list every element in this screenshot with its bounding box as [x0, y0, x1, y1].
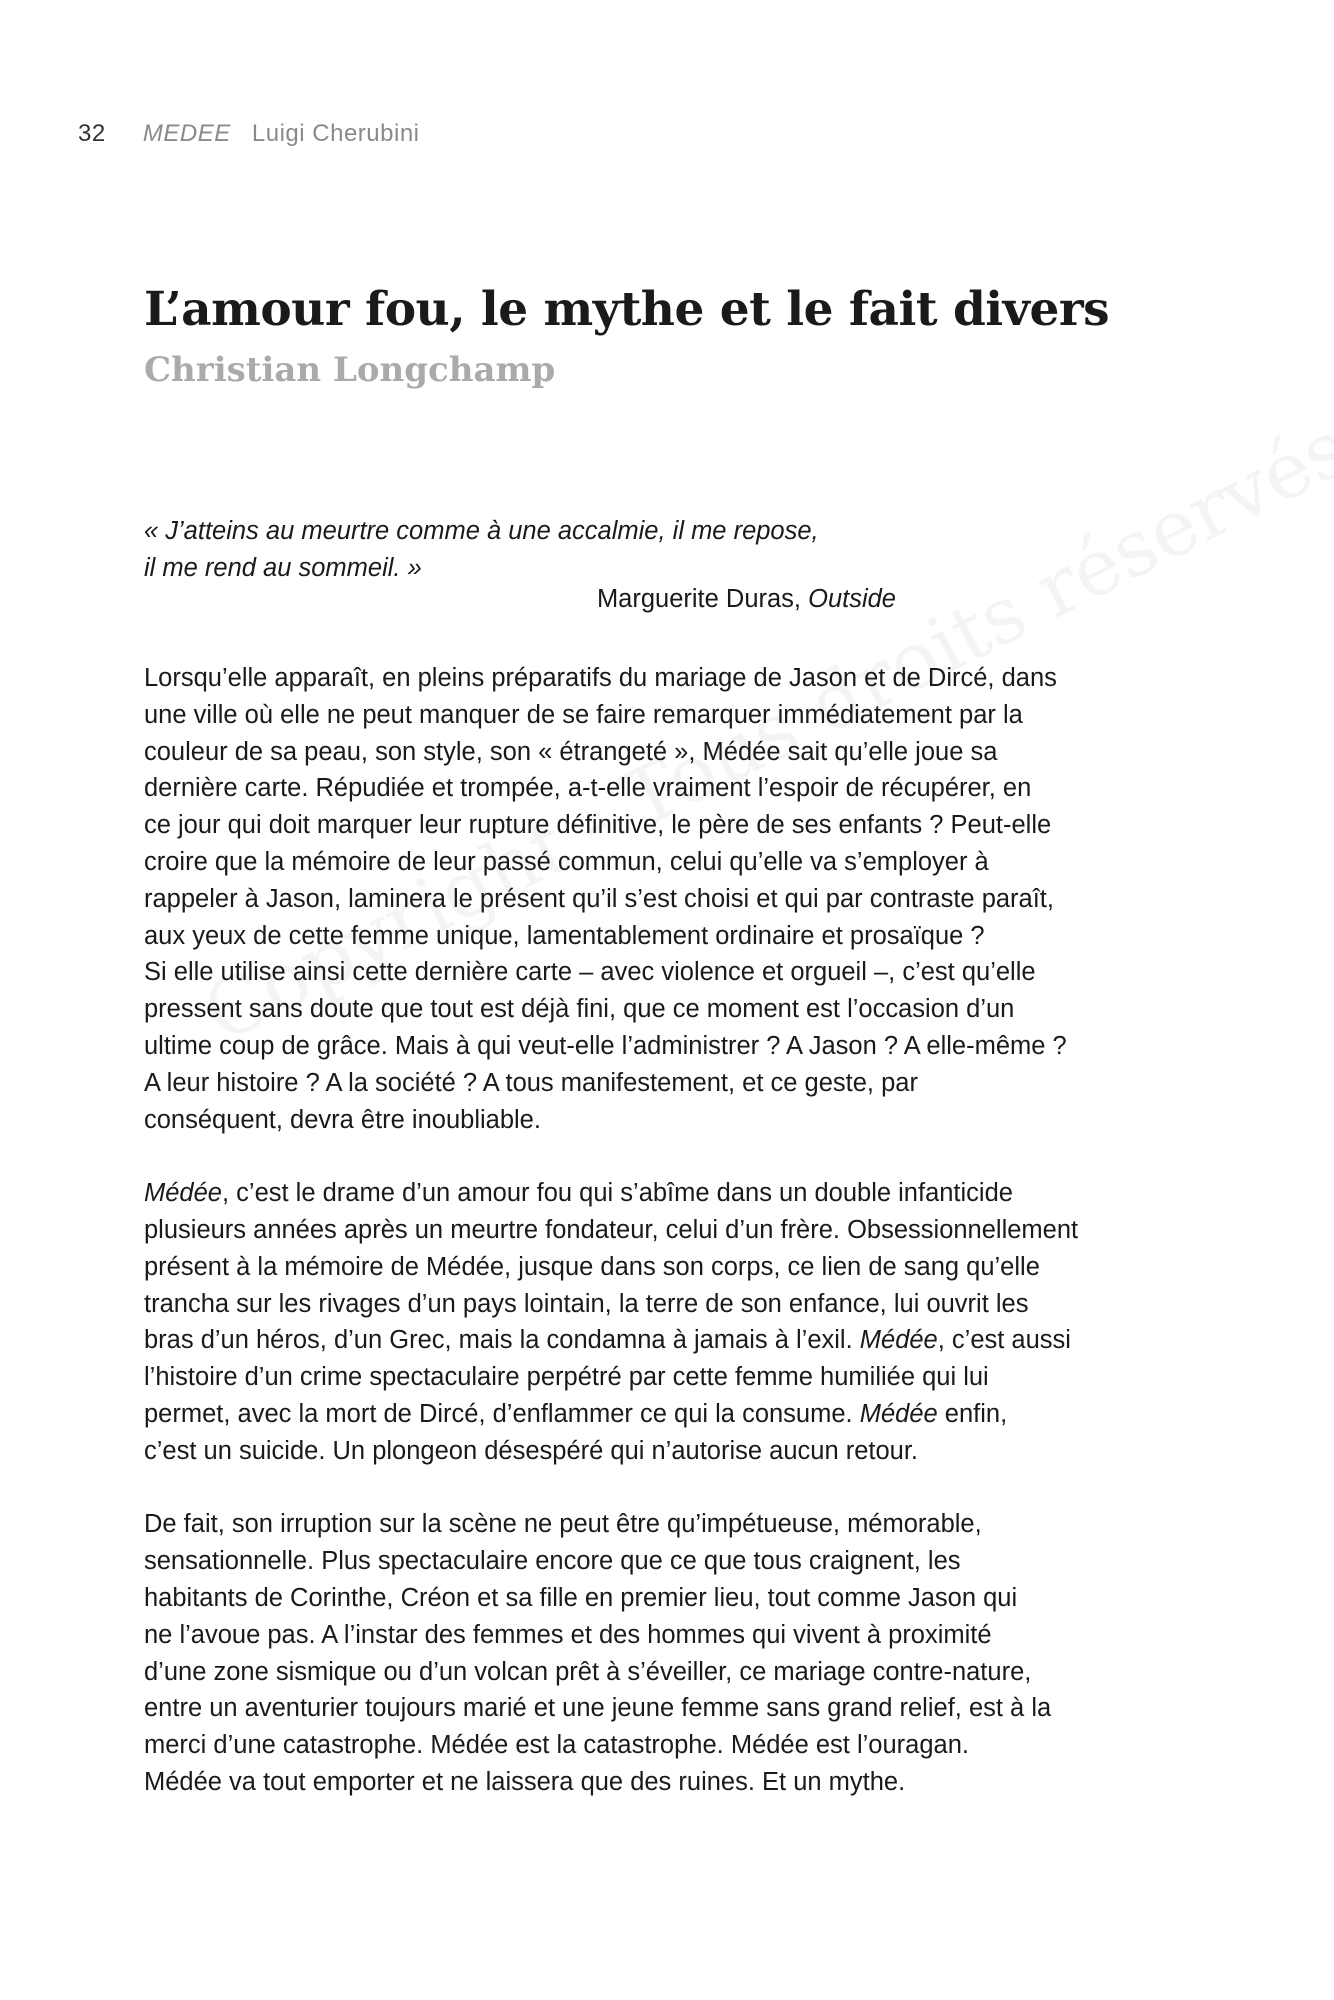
epigraph — [144, 513, 904, 618]
article-body — [144, 660, 1204, 1838]
body-line: habitants de Corinthe, Créon et sa fille en premier lieu, tout comme Jason qui — [144, 1583, 1018, 1612]
body-line: plusieurs années après un meurtre fondateur, celui d’un frère. Obsessionnellement — [144, 1215, 1079, 1244]
body-line: A leur histoire ? A la société ? A tous manifestement, et ce geste, par — [144, 1068, 918, 1097]
body-line: ne l’avoue pas. A l’instar des femmes et des hommes qui vivent à proximité — [144, 1620, 992, 1649]
body-line-text: bras d’un héros, d’un Grec, mais la condamna à jamais à l’exil. — [144, 1326, 860, 1355]
body-line: trancha sur les rivages d’un pays lointain, la terre de son enfance, lui ouvrit les — [144, 1289, 1029, 1318]
composer-name: Luigi Cherubini — [251, 120, 420, 147]
body-line: Si elle utilise ainsi cette dernière carte – avec violence et orgueil –, c’est qu’elle — [144, 958, 1036, 987]
body-line: entre un aventurier toujours marié et une jeune femme sans grand relief, est à la — [144, 1694, 1052, 1723]
body-paragraph — [144, 660, 1204, 1138]
body-line-text: , c’est aussi — [937, 1326, 1071, 1355]
page-number: 32 — [78, 120, 106, 147]
body-line: croire que la mémoire de leur passé commun, celui qu’elle va s’employer à — [144, 847, 989, 876]
epigraph-source-author: Marguerite Duras, — [596, 585, 809, 613]
body-line: aux yeux de cette femme unique, lamentablement ordinaire et prosaïque ? — [144, 921, 985, 950]
body-line: présent à la mémoire de Médée, jusque dans son corps, ce lien de sang qu’elle — [144, 1252, 1040, 1281]
article-title: L’amour fou, le mythe et le fait divers — [144, 282, 1110, 337]
body-line — [144, 1322, 1204, 1359]
body-line: ce jour qui doit marquer leur rupture définitive, le père de ses enfants ? Peut-elle — [144, 811, 1052, 840]
article-author: Christian Longchamp — [144, 350, 556, 390]
epigraph-source-work: Outside — [808, 585, 896, 613]
body-paragraph — [144, 1506, 1204, 1800]
book-title: MEDEE — [142, 120, 231, 147]
body-line: d’une zone sismique ou d’un volcan prêt à s’éveiller, ce mariage contre-nature, — [144, 1657, 1032, 1686]
body-line: dernière carte. Répudiée et trompée, a-t-elle vraiment l’espoir de récupérer, en — [144, 774, 1032, 803]
body-line: l’histoire d’un crime spectaculaire perpétré par cette femme humiliée qui lui — [144, 1363, 989, 1392]
body-line-text: permet, avec la mort de Dircé, d’enflammer ce qui la consume. — [144, 1399, 860, 1428]
body-line: pressent sans doute que tout est déjà fini, que ce moment est l’occasion d’un — [144, 995, 1015, 1024]
body-line — [144, 1175, 1204, 1212]
body-line: sensationnelle. Plus spectaculaire encore que ce que tous craignent, les — [144, 1547, 961, 1576]
running-head — [78, 120, 420, 148]
body-line: rappeler à Jason, laminera le présent qu’il s’est choisi et qui par contraste paraît, — [144, 884, 1054, 913]
body-line: De fait, son irruption sur la scène ne peut être qu’impétueuse, mémorable, — [144, 1510, 982, 1539]
epigraph-line: « J’atteins au meurtre comme à une accalmie, il me repose, — [144, 517, 819, 545]
body-line: ultime coup de grâce. Mais à qui veut-elle l’administrer ? A Jason ? A elle-même ? — [144, 1031, 1067, 1060]
work-title-italic: Médée — [859, 1399, 938, 1428]
body-line-text: enfin, — [937, 1399, 1008, 1428]
work-title-italic: Médée — [144, 1179, 222, 1208]
body-line — [144, 1396, 1204, 1433]
body-line: Lorsqu’elle apparaît, en pleins préparatifs du mariage de Jason et de Dircé, dans — [144, 664, 1057, 692]
body-paragraph — [144, 1175, 1204, 1469]
body-line: conséquent, devra être inoubliable. — [144, 1105, 541, 1134]
body-line: couleur de sa peau, son style, son « étrangeté », Médée sait qu’elle joue sa — [144, 737, 998, 766]
work-title-italic: Médée — [859, 1326, 938, 1355]
body-line-text: , c’est le drame d’un amour fou qui s’abîme dans un double infanticide — [221, 1179, 1013, 1208]
body-line: Médée va tout emporter et ne laissera que des ruines. Et un mythe. — [144, 1767, 906, 1796]
body-line: merci d’une catastrophe. Médée est la catastrophe. Médée est l’ouragan. — [144, 1731, 969, 1760]
epigraph-line: il me rend au sommeil. » — [144, 554, 422, 582]
body-line: c’est un suicide. Un plongeon désespéré qui n’autorise aucun retour. — [144, 1436, 919, 1465]
body-line: une ville où elle ne peut manquer de se faire remarquer immédiatement par la — [144, 700, 1023, 729]
